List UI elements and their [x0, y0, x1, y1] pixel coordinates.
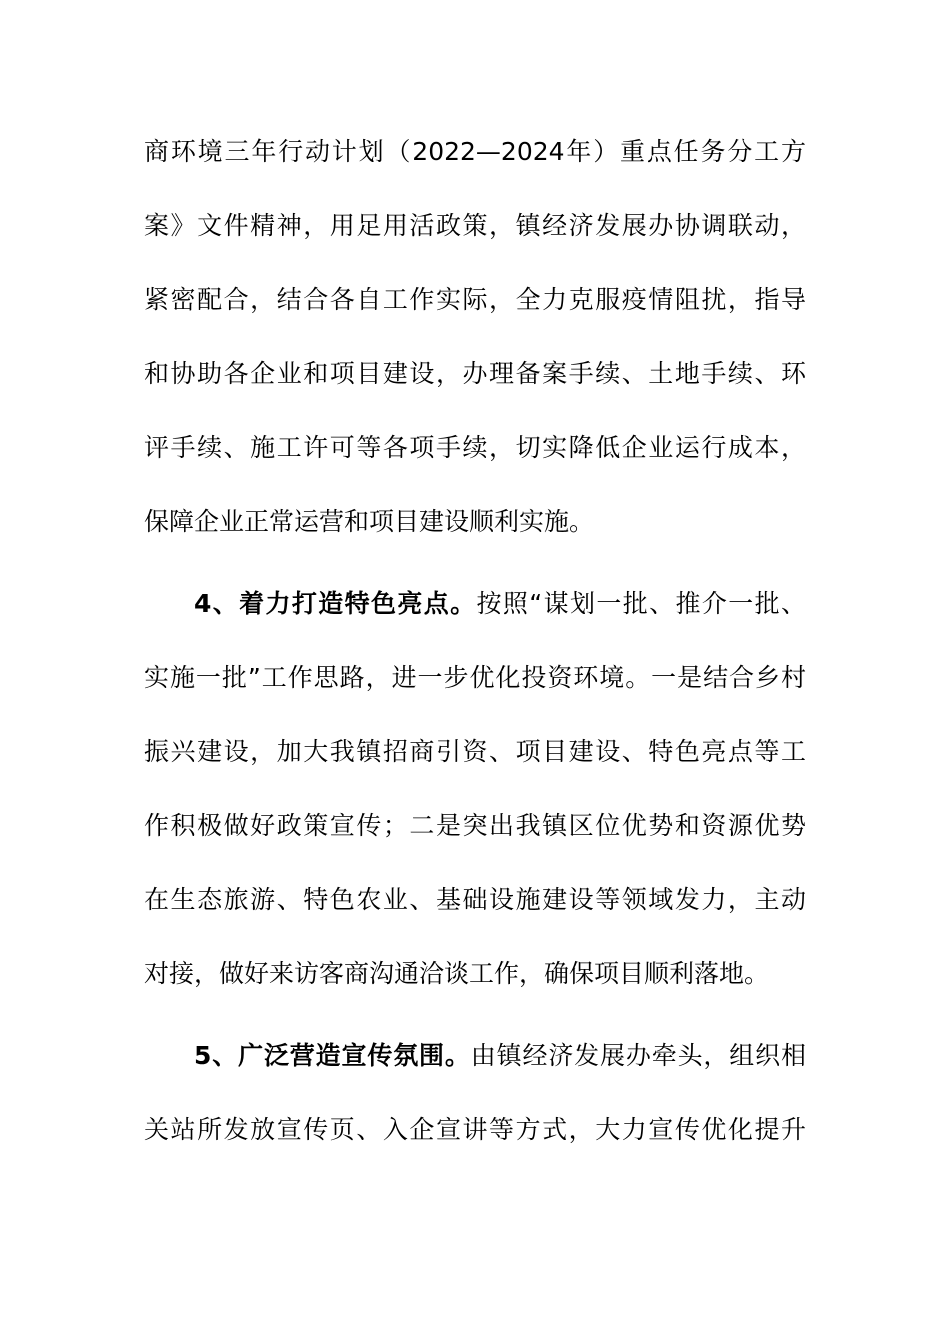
paragraph-3-line-4: 和协助各企业和项目建设，办理备案手续、土地手续、环 [144, 359, 806, 388]
paragraph-3-line-3: 紧密配合，结合各自工作实际，全力克服疫情阻扰，指导 [144, 285, 806, 314]
paragraph-4-heading: 4、着力打造特色亮点。 [194, 589, 477, 618]
paragraph-5-first-line-text: 由镇经济发展办牵头，组织相 [470, 1041, 806, 1070]
paragraph-4-line-4: 作积极做好政策宣传；二是突出我镇区位优势和资源优势 [144, 811, 806, 840]
paragraph-3-line-1: 商环境三年行动计划（2022—2024年）重点任务分工方 [144, 137, 806, 166]
paragraph-4-line-6: 对接，做好来访客商沟通洽谈工作，确保项目顺利落地。 [144, 959, 770, 988]
paragraph-3-line-2: 案》文件精神，用足用活政策，镇经济发展办协调联动， [144, 211, 806, 240]
paragraph-5-heading: 5、广泛营造宣传氛围。 [194, 1041, 471, 1070]
paragraph-3-line-5: 评手续、施工许可等各项手续，切实降低企业运行成本， [144, 433, 806, 462]
paragraph-4-line-5: 在生态旅游、特色农业、基础设施建设等领域发力，主动 [144, 885, 806, 914]
paragraph-5-line-1 [194, 1036, 806, 1076]
paragraph-5-line-2: 关站所发放宣传页、入企宣讲等方式，大力宣传优化提升 [144, 1115, 806, 1144]
paragraph-4-line-1 [194, 584, 806, 624]
paragraph-4-line-2: 实施一批”工作思路，进一步优化投资环境。一是结合乡村 [144, 663, 806, 692]
paragraph-3-line-6: 保障企业正常运营和项目建设顺利实施。 [144, 507, 595, 536]
paragraph-4-line-3: 振兴建设，加大我镇招商引资、项目建设、特色亮点等工 [144, 737, 806, 766]
paragraph-4-first-line-text: 按照“谋划一批、推介一批、 [476, 589, 806, 618]
